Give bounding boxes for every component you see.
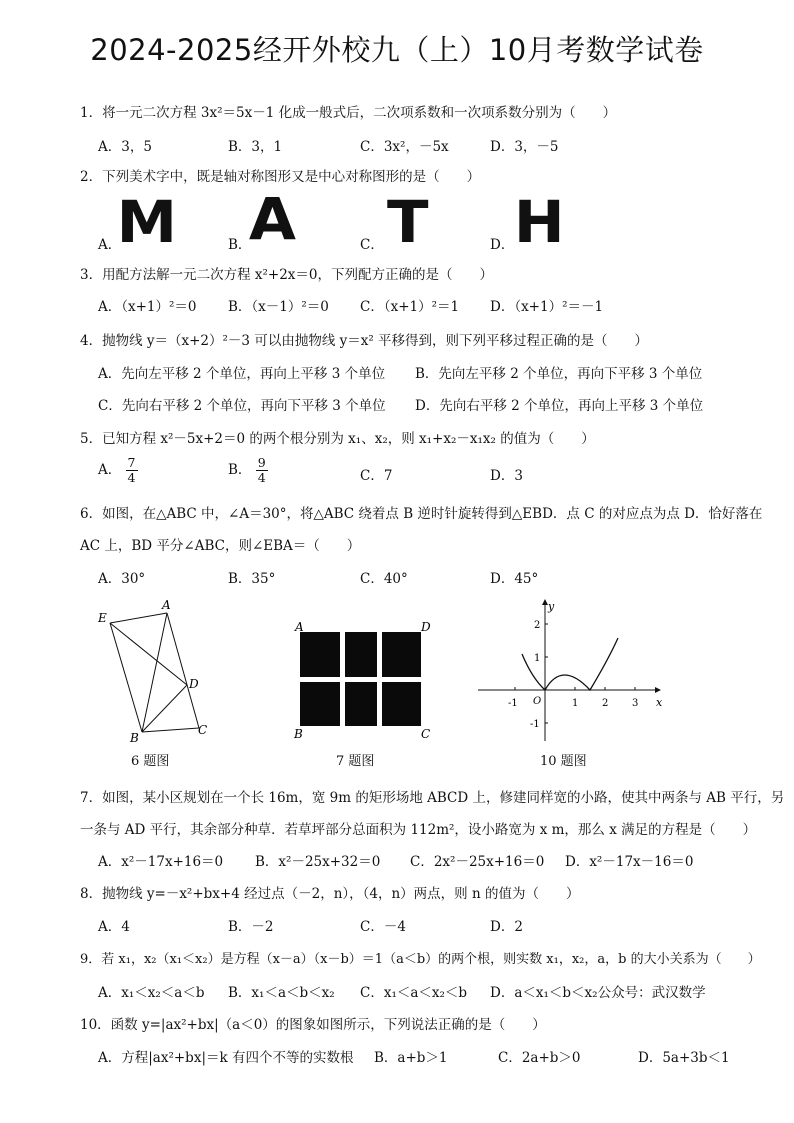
q6-option-d: D．45° [490, 571, 539, 587]
q3-option-c: C．（x+1）²＝1 [360, 299, 460, 315]
q7-option-a: A．x²－17x+16＝0 [98, 854, 224, 870]
fig6-label-b: B [130, 731, 139, 745]
q5-option-b-label: B． [228, 461, 252, 478]
page-title: 2024-2025经开外校九（上）10月考数学试卷 [90, 33, 704, 67]
q5-fraction-a-den: 4 [127, 469, 136, 485]
fig10-ytick-2: 2 [534, 620, 541, 631]
fig10-axis-y: y [548, 600, 555, 613]
fig7-label-a: A [295, 620, 304, 634]
fig7-label-b: B [294, 727, 303, 741]
q9-option-c: C．x₁＜a＜x₂＜b [360, 985, 468, 1001]
question-3-stem: 3．用配方法解一元二次方程 x²+2x＝0，下列配方正确的是（ ） [80, 267, 494, 283]
q8-option-a: A．4 [98, 919, 130, 935]
q4-option-a: A．先向左平移 2 个单位，再向上平移 3 个单位 [98, 366, 386, 382]
fig10-ytick-1: 1 [534, 653, 541, 664]
letter-h: H [513, 188, 565, 256]
watermark-text: 公众号：武汉数学 [597, 985, 706, 1001]
question-4-stem: 4．抛物线 y＝（x+2）²－3 可以由抛物线 y＝x² 平移得到，则下列平移过程正确的是（ ） [80, 333, 649, 349]
q5-fraction-b [256, 456, 268, 485]
letter-t: T [387, 188, 429, 256]
fig10-axis-x: x [656, 696, 663, 709]
fig6-label-a: A [162, 598, 171, 612]
letter-m: M [116, 188, 178, 256]
q10-option-a: A．方程|ax²+bx|＝k 有四个不等的实数根 [98, 1050, 354, 1066]
question-5-stem: 5．已知方程 x²－5x+2＝0 的两个根分别为 x₁、x₂，则 x₁+x₂－x₁x₂ 的值为（ ） [80, 431, 595, 447]
q5-option-c: C．7 [360, 468, 393, 484]
figure-7-rectangle [290, 616, 440, 746]
q10-option-c: C．2a+b＞0 [498, 1050, 581, 1066]
q5-fraction-b-num: 9 [257, 455, 266, 470]
figure-6-caption: 6 题图 [131, 754, 170, 769]
q10-option-d: D．5a+3b＜1 [638, 1050, 730, 1066]
q9-option-b: B．x₁＜a＜b＜x₂ [228, 985, 335, 1001]
fig6-label-c: C [198, 723, 208, 737]
question-9-stem: 9．若 x₁，x₂（x₁＜x₂）是方程（x－a）（x－b）＝1（a＜b）的两个根，则实数 x₁，x₂，a，b 的大小关系为（ ） [80, 952, 761, 967]
q2-option-a: A． [98, 237, 122, 253]
q1-option-c: C．3x²，－5x [360, 139, 449, 155]
question-10-stem: 10．函数 y=|ax²+bx|（a＜0）的图象如图所示，下列说法正确的是（ ） [80, 1017, 546, 1033]
q4-option-c: C．先向右平移 2 个单位，再向下平移 3 个单位 [98, 398, 386, 414]
q2-option-b: B． [228, 237, 252, 253]
q9-option-a: A．x₁＜x₂＜a＜b [98, 985, 205, 1001]
q7-option-b: B．x²－25x+32＝0 [255, 854, 381, 870]
q5-fraction-a-num: 7 [127, 455, 136, 470]
q6-option-b: B．35° [228, 571, 276, 587]
figure-7-caption: 7 题图 [336, 754, 375, 769]
question-2-stem: 2．下列美术字中，既是轴对称图形又是中心对称图形的是（ ） [80, 169, 481, 185]
fig10-xtick-3: 3 [632, 698, 639, 709]
figure-10-graph [470, 596, 670, 746]
q1-option-b: B．3，1 [228, 139, 283, 155]
fig10-xtick-2: 2 [602, 698, 609, 709]
question-7-stem-line1: 7．如图，某小区规划在一个长 16m，宽 9m 的矩形场地 ABCD 上，修建同样宽的小路，使其中两条与 AB 平行，另 [80, 790, 785, 806]
q8-option-d: D．2 [490, 919, 523, 935]
question-7-stem-line2: 一条与 AD 平行，其余部分种草．若草坪部分总面积为 112m²，设小路宽为 x m，那么 x 满足的方程是（ ） [80, 822, 757, 838]
q10-option-b: B．a+b＞1 [374, 1050, 448, 1066]
question-1-stem: 1．将一元二次方程 3x²＝5x－1 化成一般式后，二次项系数和一次项系数分别为（ ） [80, 105, 617, 121]
q3-option-b: B．（x－1）²＝0 [228, 299, 329, 315]
q1-option-d: D．3，－5 [490, 139, 559, 155]
q3-option-a: A．（x+1）²＝0 [98, 299, 197, 315]
q5-option-b [228, 456, 268, 485]
fig10-origin: O [533, 696, 542, 707]
q4-option-d: D．先向右平移 2 个单位，再向上平移 3 个单位 [415, 398, 704, 414]
q2-option-d: D． [490, 237, 515, 253]
q5-option-a-label: A． [98, 461, 122, 478]
q4-option-b: B．先向左平移 2 个单位，再向下平移 3 个单位 [415, 366, 703, 382]
q6-option-c: C．40° [360, 571, 408, 587]
fig7-label-d: D [421, 620, 431, 634]
q5-option-d: D．3 [490, 468, 523, 484]
q5-option-a [98, 456, 138, 485]
q9-option-d [490, 981, 706, 1001]
fig10-xtick-neg1: -1 [508, 698, 518, 709]
question-8-stem: 8．抛物线 y=－x²+bx+4 经过点（－2，n），（4，n）两点，则 n 的值为（ ） [80, 886, 580, 902]
q8-option-c: C．－4 [360, 919, 406, 935]
fig6-label-e: E [98, 611, 107, 625]
question-6-stem-line1: 6．如图，在△ABC 中，∠A＝30°，将△ABC 绕着点 B 逆时针旋转得到△EBD．点 C 的对应点为点 D．恰好落在 [80, 506, 763, 522]
q7-option-d: D．x²－17x－16＝0 [565, 854, 694, 870]
q8-option-b: B．－2 [228, 919, 274, 935]
letter-a: A [248, 185, 297, 253]
q5-fraction-b-den: 4 [257, 469, 266, 485]
fig7-label-c: C [421, 727, 431, 741]
figure-6-triangle [90, 598, 220, 746]
q6-option-a: A．30° [98, 571, 146, 587]
fig6-label-d: D [189, 677, 199, 691]
q7-option-c: C．2x²－25x+16＝0 [410, 854, 545, 870]
q5-fraction-a [126, 456, 138, 485]
question-6-stem-line2: AC 上，BD 平分∠ABC，则∠EBA＝（ ） [80, 538, 361, 554]
q3-option-d: D．（x+1）²＝－1 [490, 299, 604, 315]
q2-option-c: C． [360, 237, 384, 253]
fig10-xtick-1: 1 [572, 698, 579, 709]
fig10-ytick-neg1: -1 [530, 719, 540, 730]
q9-option-d-text: D．a＜x₁＜b＜x₂ [490, 985, 598, 1001]
figure-10-caption: 10 题图 [540, 754, 587, 769]
q1-option-a: A．3，5 [98, 139, 152, 155]
